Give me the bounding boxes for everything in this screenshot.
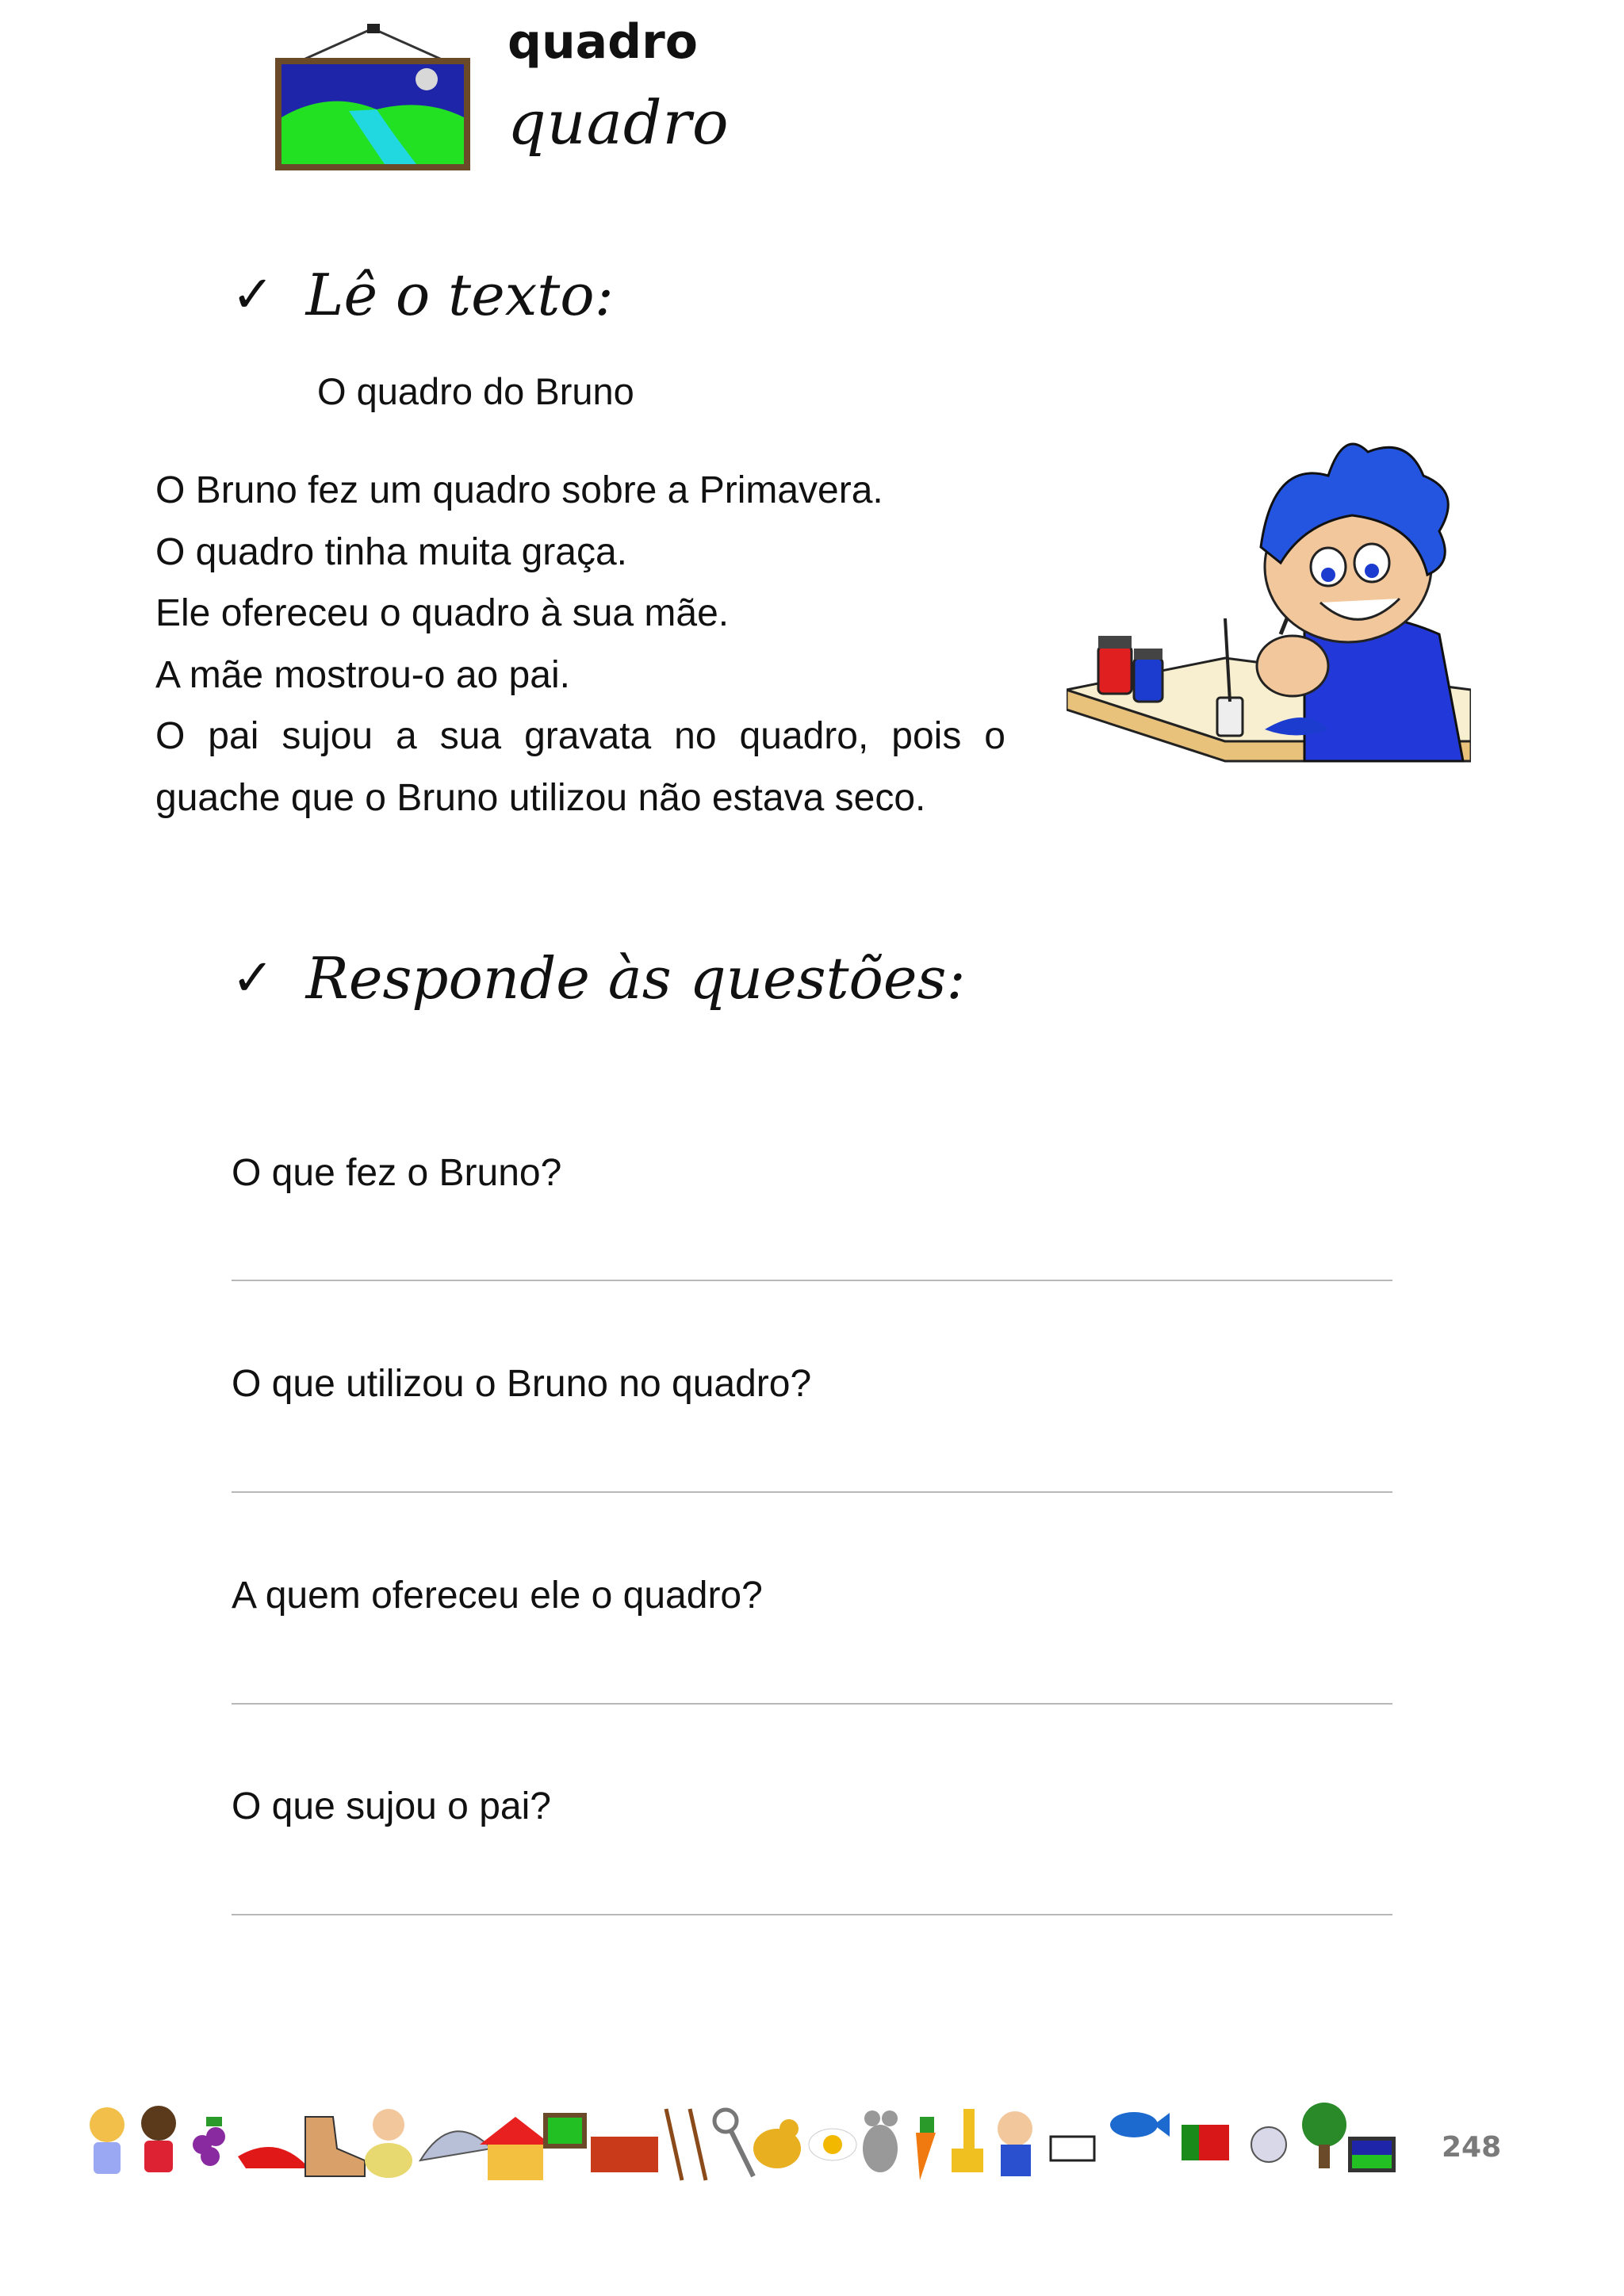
framed-picture-icon [274,22,472,173]
grapes-icon [193,2117,225,2166]
story-line: A mãe mostrou-o ao pai. [155,653,570,696]
checkmark-icon: ✓ [232,266,274,324]
clown-icon [998,2111,1032,2176]
answer-line-4[interactable] [232,1914,1392,1915]
heading-text: Responde às questões: [305,945,966,1012]
section-heading-answer [232,945,966,1012]
wall-icon [591,2137,658,2172]
story-line: O pai sujou a sua gravata no quadro, pois o [155,715,1005,757]
section-heading-read [232,262,614,328]
snail-icon [1251,2127,1286,2162]
egg-icon [809,2129,856,2160]
footer-icon-strip [79,2101,1475,2188]
boy-icon [141,2106,176,2172]
story-line: Ele ofereceu o quadro à sua mãe. [155,592,730,634]
ladder-icon [666,2109,706,2180]
story-line: guache que o Bruno utilizou não estava seco. [155,776,926,819]
red-shoe-icon [238,2147,309,2168]
answer-line-3[interactable] [232,1703,1392,1705]
carrot-icon [916,2117,936,2180]
picture-icon [1348,2137,1396,2172]
question-3: A quem ofereceu ele o quadro? [232,1575,763,1617]
house-icon [480,2117,551,2180]
key-icon [714,2110,753,2176]
story-text [155,460,1005,828]
answer-line-1[interactable] [232,1280,1392,1281]
boot-icon [305,2117,365,2176]
story-line: O quadro tinha muita graça. [155,530,628,573]
word-cursive: quadro [508,87,730,158]
giraffe-icon [952,2109,983,2172]
question-4: O que sujou o pai? [232,1785,551,1827]
answer-line-2[interactable] [232,1491,1392,1493]
question-2: O que utilizou o Bruno no quadro? [232,1363,812,1405]
portugal-flag-icon [1182,2125,1229,2160]
tree-icon [1302,2103,1346,2168]
story-line: O Bruno fez um quadro sobre a Primavera. [155,469,883,511]
word-print: quadro [508,14,698,70]
zebra-icon [1051,2137,1094,2160]
checkmark-icon: ✓ [232,949,274,1008]
boy-painting-illustration [1067,428,1471,781]
picture-icon [543,2113,587,2149]
page-number: 248 [1442,2131,1502,2164]
fan-icon [420,2131,492,2160]
story-title: O quadro do Bruno [317,370,634,412]
mouse-icon [863,2110,898,2172]
hen-icon [753,2119,801,2168]
question-1: O que fez o Bruno? [232,1152,562,1194]
baby-icon [365,2109,412,2178]
heading-text: Lê o texto: [305,262,614,328]
girl-icon [90,2107,124,2174]
fish-icon [1110,2112,1170,2137]
